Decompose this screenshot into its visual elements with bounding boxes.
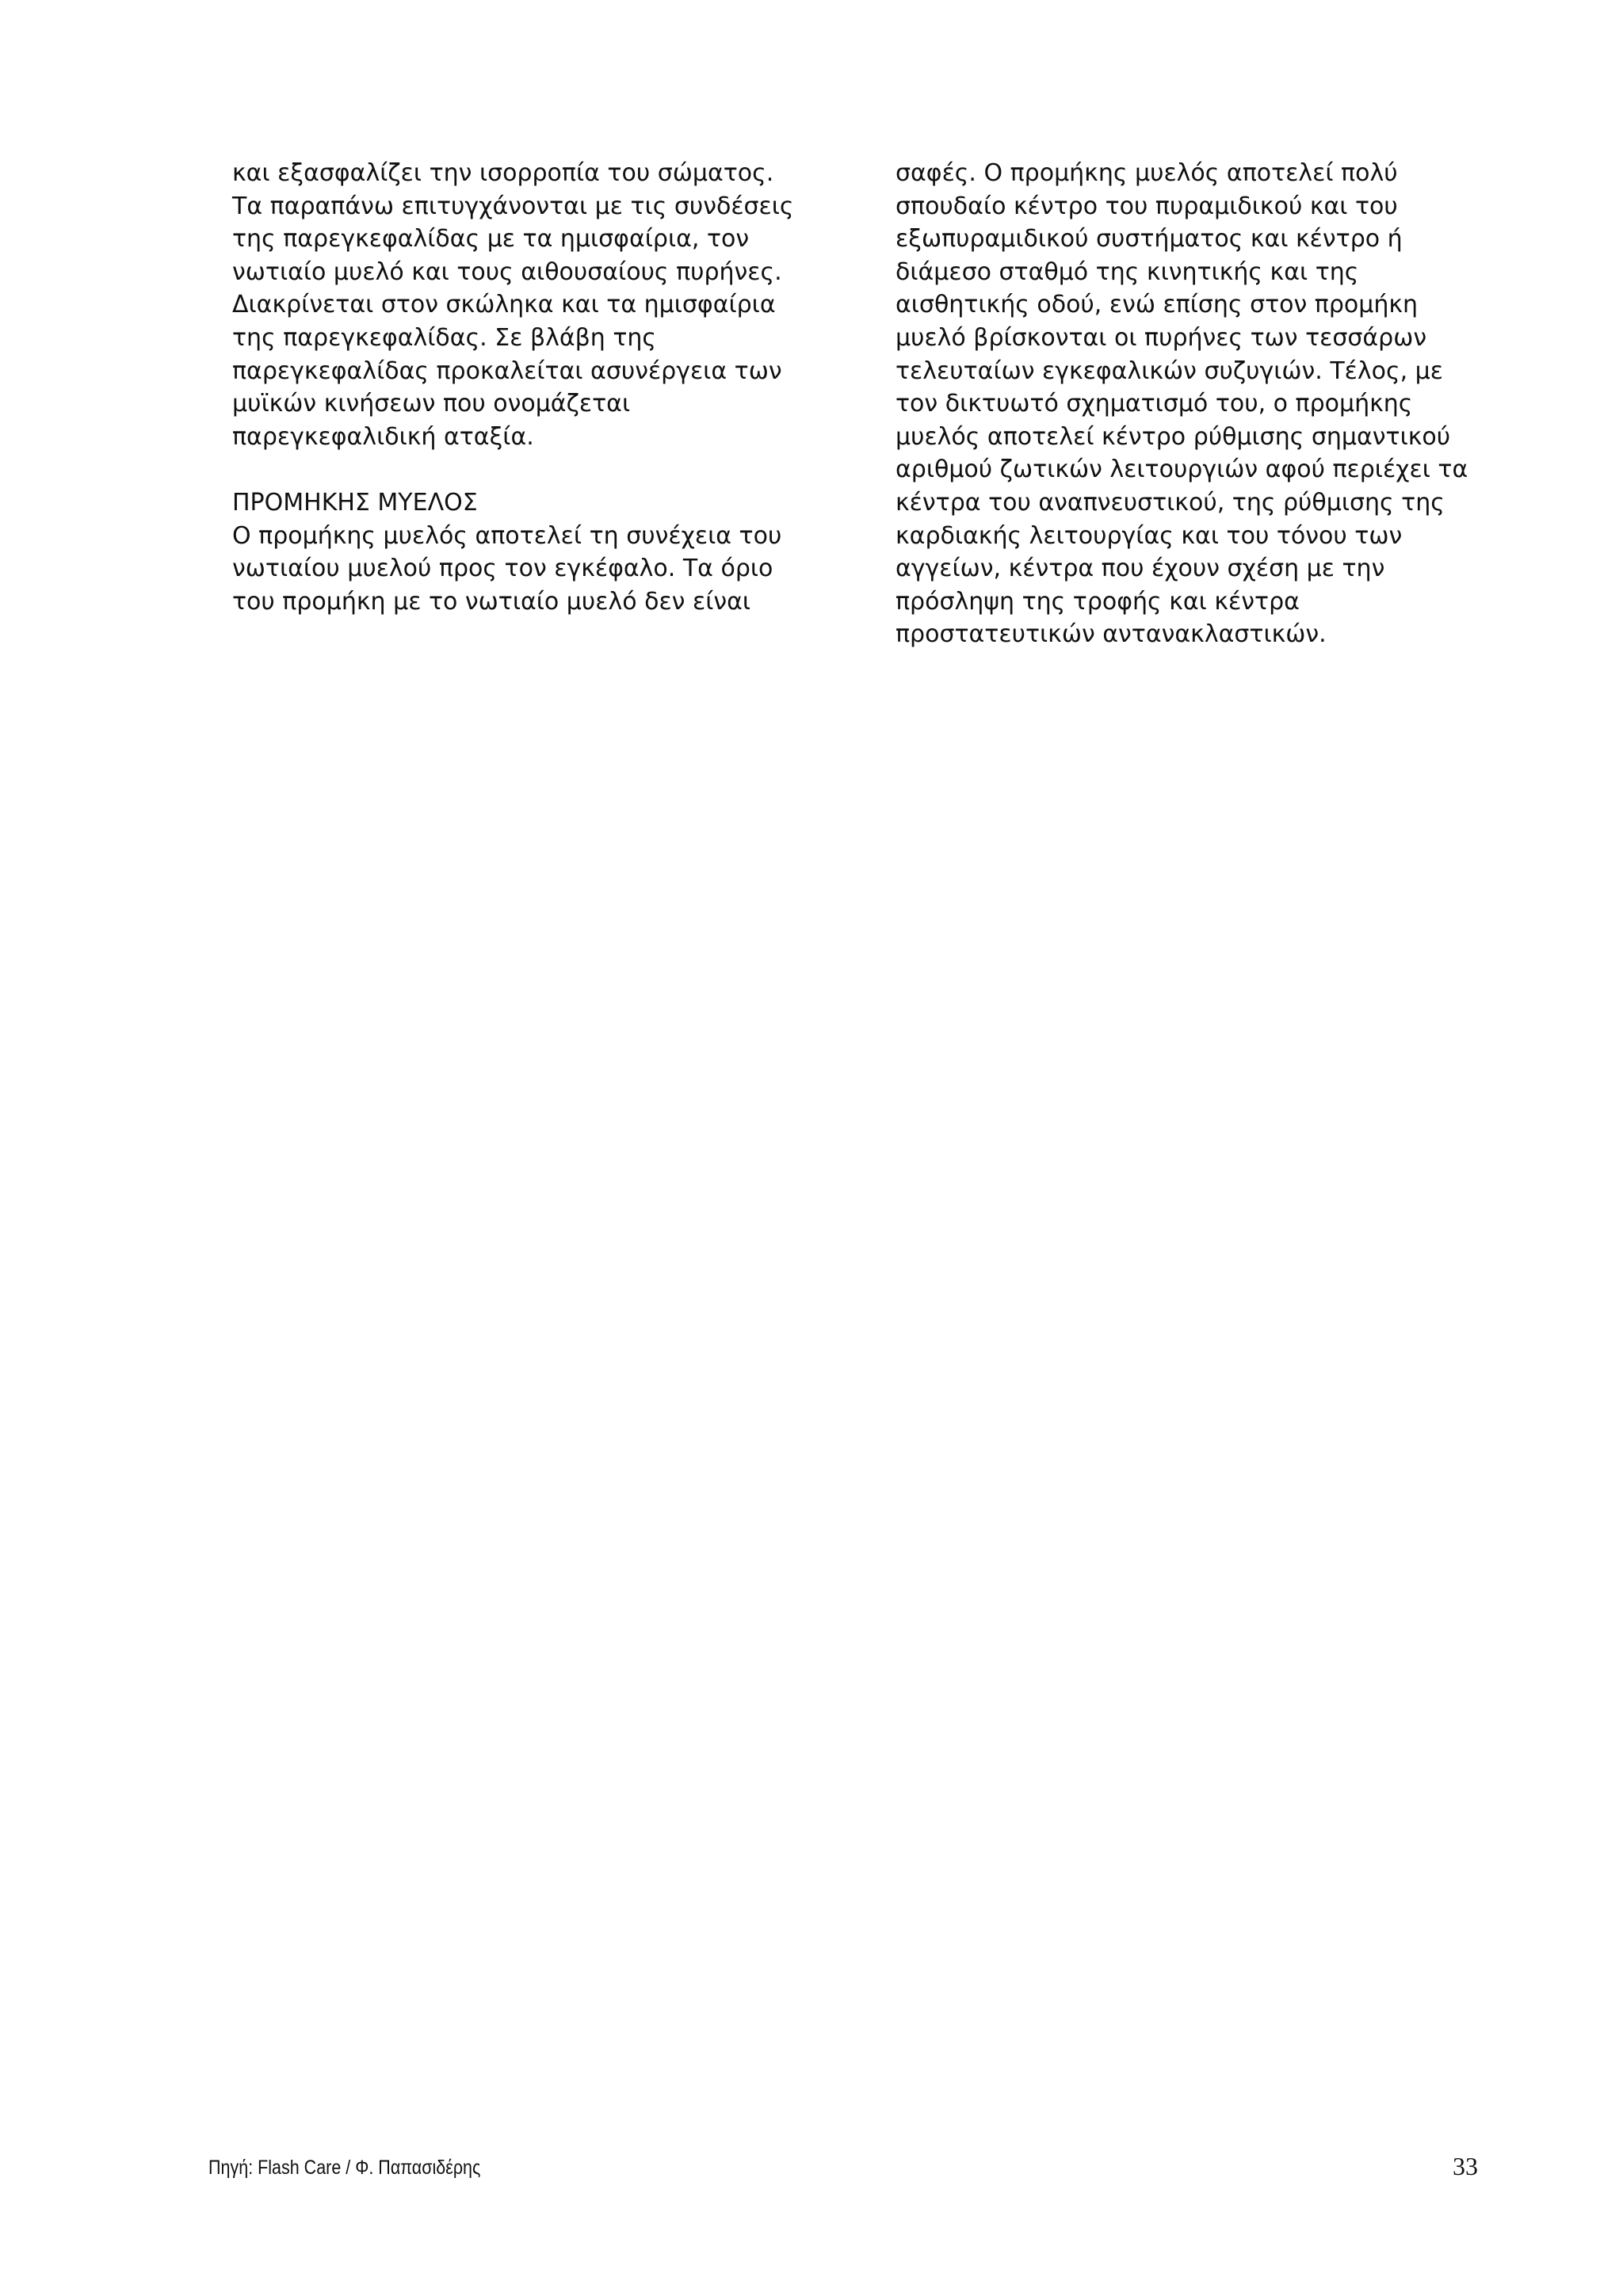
text-line: Τα παραπάνω επιτυγχάνονται με τις συνδέσεις — [232, 192, 794, 220]
paragraph-medulla-continued — [896, 157, 1498, 651]
text-line: Ο προμήκης μυελός αποτελεί τη συνέχεια του — [232, 521, 782, 550]
text-line: και εξασφαλίζει την ισορροπία του σώματος. — [232, 159, 774, 187]
text-line: τον δικτυωτό σχηματισμό του, ο προμήκης — [896, 390, 1413, 418]
text-line: παρεγκεφαλίδας προκαλείται ασυνέργεια των — [232, 357, 782, 385]
text-line: νωτιαίο μυελό και τους αιθουσαίους πυρήνες. — [232, 257, 782, 286]
text-line: μυελό βρίσκονται οι πυρήνες των τεσσάρων — [896, 323, 1427, 352]
paragraph-spacer — [232, 453, 834, 486]
text-line: προστατευτικών αντανακλαστικών. — [896, 620, 1327, 649]
text-line: τελευταίων εγκεφαλικών συζυγιών. Τέλος, με — [896, 357, 1443, 385]
text-line: αγγείων, κέντρα που έχουν σχέση με την — [896, 555, 1385, 583]
footer-source: Πηγή: Flash Care / Φ. Παπασιδέρης — [208, 2157, 481, 2179]
paragraph-cerebellum — [232, 157, 834, 453]
text-line: νωτιαίου μυελού προς τον εγκέφαλο. Τα όριο — [232, 555, 773, 583]
text-line: σπουδαίο κέντρο του πυραμιδικού και του — [896, 192, 1398, 220]
text-line: μυελός αποτελεί κέντρο ρύθμισης σημαντικού — [896, 422, 1451, 451]
text-line: αισθητικής οδού, ενώ επίσης στον προμήκη — [896, 291, 1419, 319]
text-line: της παρεγκεφαλίδας. Σε βλάβη της — [232, 323, 657, 352]
text-line: της παρεγκεφαλίδας με τα ημισφαίρια, τον — [232, 225, 750, 254]
left-column — [232, 157, 834, 618]
text-line: αριθμού ζωτικών λειτουργιών αφού περιέχει τα — [896, 456, 1468, 484]
section-heading: ΠΡΟΜΗΚΗΣ ΜΥΕΛΟΣ — [232, 488, 478, 517]
paragraph-medulla-intro — [232, 520, 834, 619]
text-line: Διακρίνεται στον σκώληκα και τα ημισφαίρια — [232, 291, 776, 319]
text-line: πρόσληψη της τροφής και κέντρα — [896, 587, 1300, 616]
text-line: κέντρα του αναπνευστικού, της ρύθμισης της — [896, 488, 1445, 517]
text-line: εξωπυραμιδικού συστήματος και κέντρο ή — [896, 225, 1403, 254]
right-column — [896, 157, 1498, 651]
text-line: καρδιακής λειτουργίας και του τόνου των — [896, 521, 1403, 550]
text-line: παρεγκεφαλιδική αταξία. — [232, 422, 534, 451]
text-line: σαφές. Ο προμήκης μυελός αποτελεί πολύ — [896, 159, 1398, 187]
page-number: 33 — [1453, 2152, 1478, 2180]
text-line: διάμεσο σταθμό της κινητικής και της — [896, 257, 1359, 286]
text-line: του προμήκη με το νωτιαίο μυελό δεν είναι — [232, 587, 751, 616]
text-line: μυϊκών κινήσεων που ονομάζεται — [232, 390, 631, 418]
